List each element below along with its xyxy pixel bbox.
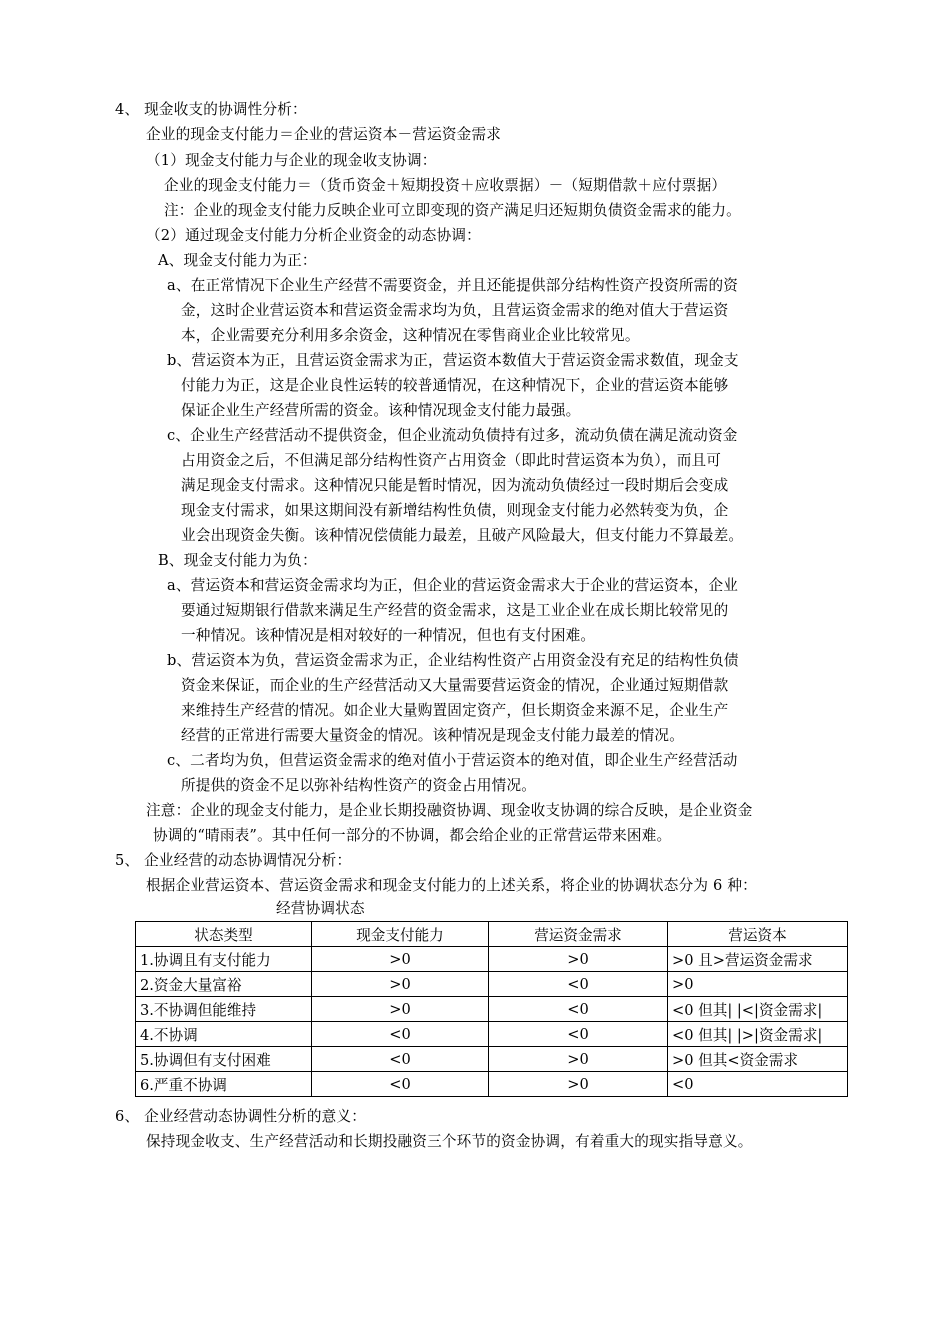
table-cell: >0 — [489, 1072, 668, 1097]
table-cell: 2.资金大量富裕 — [136, 972, 312, 997]
para-line: b、营运资本为负，营运资金需求为正，企业结构性资产占用资金没有充足的结构性负债 — [167, 652, 739, 669]
table-cell: <0 — [489, 972, 668, 997]
case-b-title: B、现金支付能力为负： — [158, 552, 317, 569]
case-a-title: A、现金支付能力为正： — [158, 252, 317, 269]
conclusion-line: 保持现金收支、生产经营活动和长期投融资三个环节的资金协调，有着重大的现实指导意义。 — [146, 1133, 753, 1150]
table-cell: >0 但其<资金需求 — [668, 1047, 848, 1072]
para-line: 所提供的资金不足以弥补结构性资产的资金占用情况。 — [181, 777, 537, 794]
table-cell: <0 — [312, 1022, 489, 1047]
para-line: 金，这时企业营运资本和营运资金需求均为负，且营运资金需求的绝对值大于营运资 — [181, 302, 729, 319]
header-cell: 营运资金需求 — [489, 922, 668, 947]
table-cell: >0 — [489, 1047, 668, 1072]
note-line: 注：企业的现金支付能力反映企业可立即变现的资产满足归还短期负债资金需求的能力。 — [164, 202, 741, 219]
para-line: a、在正常情况下企业生产经营不需要资金，并且还能提供部分结构性资产投资所需的资 — [167, 277, 739, 294]
table-cell: 1.协调且有支付能力 — [136, 947, 312, 972]
header-cell: 营运资本 — [668, 922, 848, 947]
table-cell: >0 — [668, 972, 848, 997]
heading-section-5: 5、 企业经营的动态协调情况分析： — [115, 852, 352, 869]
para-line: 一种情况。该种情况是相对较好的一种情况，但也有支付困难。 — [181, 627, 596, 644]
heading-section-4: 4、 现金收支的协调性分析： — [115, 101, 307, 118]
subheading-1: （1）现金支付能力与企业的现金收支协调： — [146, 152, 437, 169]
heading-section-6: 6、 企业经营动态协调性分析的意义： — [115, 1108, 367, 1125]
para-line: 来维持生产经营的情况。如企业大量购置固定资产，但长期资金来源不足，企业生产 — [181, 702, 729, 719]
table-cell: 6.严重不协调 — [136, 1072, 312, 1097]
header-cell: 状态类型 — [136, 922, 312, 947]
para-line: 付能力为正，这是企业良性运转的较普通情况，在这种情况下，企业的营运资本能够 — [181, 377, 729, 394]
attention-line: 注意：企业的现金支付能力，是企业长期投融资协调、现金收支协调的综合反映，是企业资金 — [146, 802, 753, 819]
header-cell: 现金支付能力 — [312, 922, 489, 947]
para-line: c、二者均为负，但营运资金需求的绝对值小于营运资本的绝对值，即企业生产经营活动 — [167, 752, 738, 769]
intro-line: 根据企业营运资本、营运资金需求和现金支付能力的上述关系，将企业的协调状态分为 6 种： — [146, 877, 757, 894]
status-table — [135, 921, 848, 1097]
table-cell: <0 — [489, 997, 668, 1022]
table-row — [136, 997, 848, 1022]
table-row — [136, 947, 848, 972]
para-line: 要通过短期银行借款来满足生产经营的资金需求，这是工业企业在成长期比较常见的 — [181, 602, 729, 619]
table-cell: 4.不协调 — [136, 1022, 312, 1047]
table-cell: <0 — [489, 1022, 668, 1047]
table-cell: >0 — [312, 997, 489, 1022]
formula-detail: 企业的现金支付能力＝（货币资金＋短期投资＋应收票据）－（短期借款＋应付票据） — [164, 177, 727, 194]
table-cell: >0 — [312, 947, 489, 972]
para-line: b、营运资本为正，且营运资金需求为正，营运资本数值大于营运资金需求数值，现金支 — [167, 352, 739, 369]
table-row — [136, 1022, 848, 1047]
para-line: 资金来保证，而企业的生产经营活动又大量需要营运资金的情况，企业通过短期借款 — [181, 677, 729, 694]
subheading-2: （2）通过现金支付能力分析企业资金的动态协调： — [146, 227, 481, 244]
table-cell: <0 但其| |>|资金需求| — [668, 1022, 848, 1047]
para-line: 满足现金支付需求。这种情况只能是暂时情况，因为流动负债经过一段时期后会变成 — [181, 477, 729, 494]
table-row — [136, 972, 848, 997]
para-line: c、企业生产经营活动不提供资金，但企业流动负债持有过多，流动负债在满足流动资金 — [167, 427, 738, 444]
table-cell: <0 — [312, 1047, 489, 1072]
formula-line: 企业的现金支付能力＝企业的营运资本－营运资金需求 — [146, 126, 502, 143]
table-cell: >0 — [312, 972, 489, 997]
para-line: a、营运资本和营运资金需求均为正，但企业的营运资金需求大于企业的营运资本，企业 — [167, 577, 739, 594]
table-caption: 经营协调状态 — [276, 900, 365, 917]
table-cell: 5.协调但有支付困难 — [136, 1047, 312, 1072]
table-cell: >0 且>营运资金需求 — [668, 947, 848, 972]
table-cell: >0 — [489, 947, 668, 972]
para-line: 现金支付需求，如果这期间没有新增结构性负债，则现金支付能力必然转变为负，企 — [181, 502, 729, 519]
table-cell: 3.不协调但能维持 — [136, 997, 312, 1022]
para-line: 业会出现资金失衡。该种情况偿债能力最差，且破产风险最大，但支付能力不算最差。 — [181, 527, 744, 544]
para-line: 本，企业需要充分利用多余资金，这种情况在零售商业企业比较常见。 — [181, 327, 640, 344]
para-line: 占用资金之后，不但满足部分结构性资产占用资金（即此时营运资本为负），而且可 — [181, 452, 722, 469]
table-cell: <0 但其| |<|资金需求| — [668, 997, 848, 1022]
attention-line: 协调的“晴雨表”。其中任何一部分的不协调，都会给企业的正常营运带来困难。 — [153, 827, 672, 844]
table-cell: <0 — [312, 1072, 489, 1097]
table-row — [136, 1072, 848, 1097]
table-row — [136, 1047, 848, 1072]
para-line: 保证企业生产经营所需的资金。该种情况现金支付能力最强。 — [181, 402, 581, 419]
para-line: 经营的正常进行需要大量资金的情况。该种情况是现金支付能力最差的情况。 — [181, 727, 684, 744]
table-cell: <0 — [668, 1072, 848, 1097]
table-header-row — [136, 922, 848, 947]
